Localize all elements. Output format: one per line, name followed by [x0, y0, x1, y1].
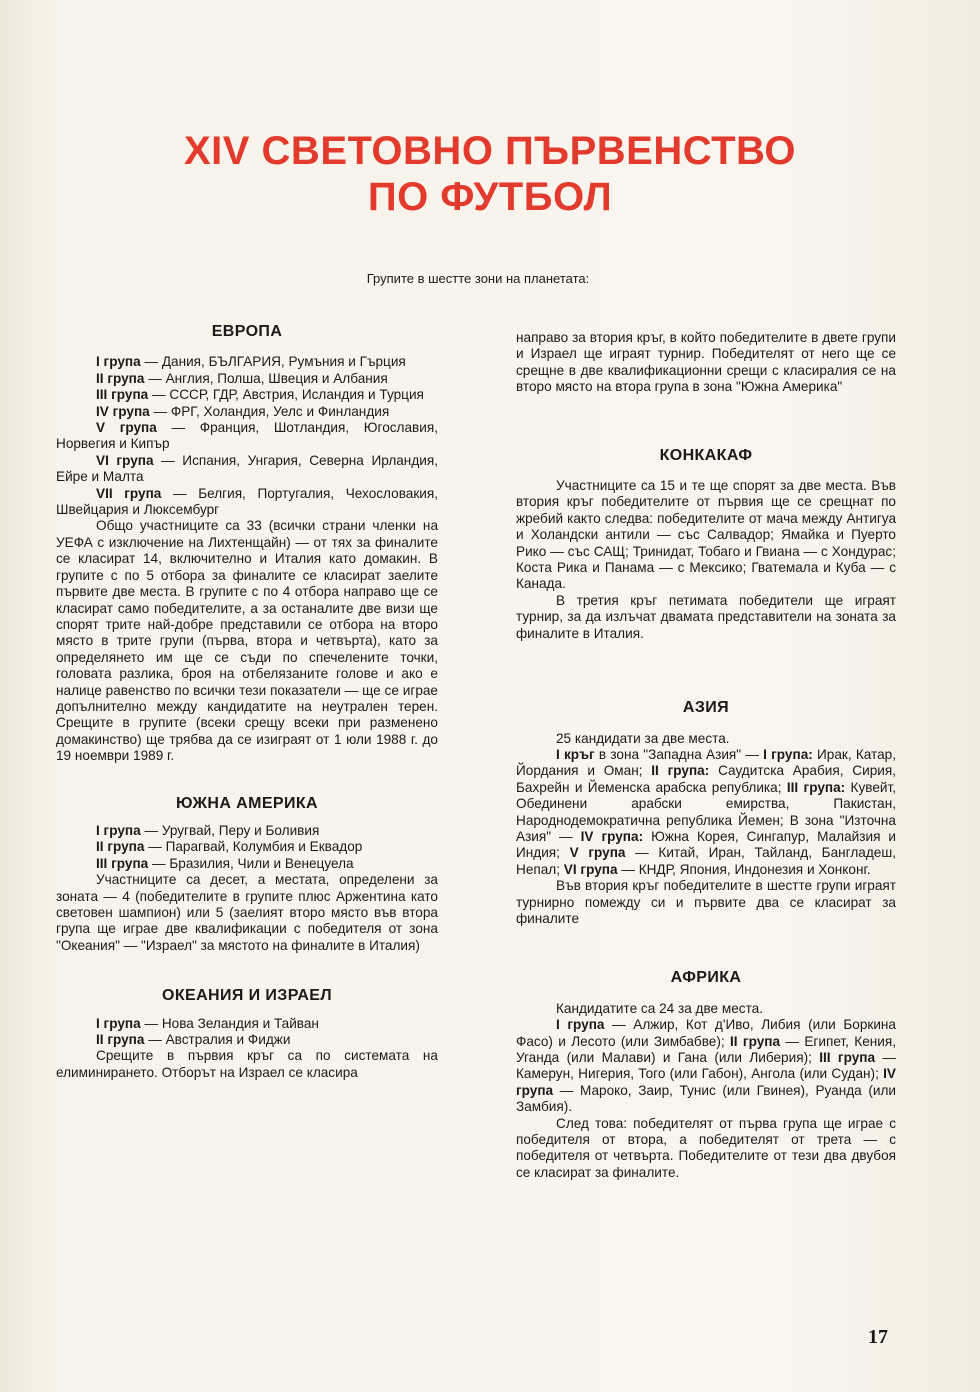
- article-subtitle: Групите в шестте зони на планетата:: [366, 271, 590, 286]
- africa-groups: I група — Алжир, Кот д'Иво, Либия (или Боркина Фасо) и Лесото (или Зимбабве); II група — Египет, Кения, Уганда (или Малави) и Гана (или Либерия); III група — Камерун, Нигерия, Того (или Габон), Ангола (или Судан); IV група — Мароко, Заир, Тунис (или Гвинея), Руанда (или Замбия).: [516, 1017, 896, 1115]
- left-column: [56, 316, 438, 1081]
- asia-body: Във втория кръг победителите в шестте групи играят турнирно помежду си и първите два се класират за финалите: [516, 878, 896, 926]
- oceania-body-continued: направо за втория кръг, в който победителите в двете групи и Израел ще играят турнир. Победителят от него ще се срещне в две квалификационни срещи с класиралия се на второ място на втора група в зона "Южна Америка": [516, 330, 896, 395]
- europe-group-6: VI група — Испания, Унгария, Северна Ирландия, Ейре и Малта: [56, 452, 438, 485]
- oceania-group-2: II група — Австралия и Фиджи: [96, 1032, 291, 1048]
- south-america-group-3: III група — Бразилия, Чили и Венецуела: [96, 855, 354, 871]
- africa-intro: Кандидатите са 24 за две места.: [556, 1000, 763, 1016]
- concacaf-body-2: В третия кръг петимата победители ще играят турнир, за да излъчат двамата представители на зоната за финалите в Италия.: [516, 592, 896, 641]
- europe-group-2: II група — Англия, Полша, Швеция и Албания: [96, 370, 388, 386]
- oceania-body: Срещите в първия кръг са по системата на елиминирането. Отборът на Израел се класира: [56, 1048, 438, 1080]
- page-number: 17: [868, 1326, 888, 1348]
- right-column: [516, 330, 896, 1181]
- title-line-2: ПО ФУТБОЛ: [367, 175, 613, 219]
- asia-intro: 25 кандидати за две места.: [556, 730, 730, 746]
- section-heading-asia: АЗИЯ: [682, 699, 730, 717]
- south-america-group-2: II група — Парагвай, Колумбия и Еквадор: [96, 839, 363, 855]
- europe-group-5: V група — Франция, Шотландия, Югославия, Норвегия и Кипър: [56, 420, 439, 452]
- south-america-body: Участниците са десет, а местата, определени за зоната — 4 (победителите в групите плюс Аржентина като световен шампион) или 5 (заелият второ място във втора група ще играе две квалификации с победителя от зона "Океания" — "Израел" за мястото на финалите в Италия): [56, 872, 438, 953]
- section-heading-oceania-israel: ОКЕАНИЯ И ИЗРАЕЛ: [161, 987, 333, 1005]
- europe-group-7: VII група — Белгия, Португалия, Чехословакия, Швейцария и Люксембург: [56, 485, 438, 518]
- oceania-group-1: I група — Нова Зеландия и Тайван: [96, 1015, 319, 1031]
- europe-group-4: IV група — ФРГ, Холандия, Уелс и Финландия: [96, 403, 390, 419]
- section-heading-africa: АФРИКА: [670, 969, 742, 987]
- europe-groups: [56, 354, 438, 518]
- section-heading-europe: ЕВРОПА: [211, 323, 283, 340]
- title-line-1: XIV СВЕТОВНО ПЪРВЕНСТВО: [183, 129, 797, 173]
- africa-body: След това: победителят от първа група ще играе с победителя от втора, а победителят от трета — с победителя от четвърта. Победителите от тези два двубоя се класират за финалите.: [516, 1115, 896, 1180]
- europe-group-1: I група — Дания, БЪЛГАРИЯ, Румъния и Гърция: [96, 354, 406, 370]
- asia-groups: I кръг в зона "Западна Азия" — I група: Ирак, Катар, Йордания и Оман; II група: Саудитска Арабия, Сирия, Бахрейн и Йеменска арабска република; III група: Кувейт, Обединени арабски емирства, Пакистан, Народнодемократична република Йемен; В зона "Източна Азия" — IV група: Южна Корея, Сингапур, Малайзия и Индия; V група — Китай, Иран, Тайланд, Бангладеш, Непал; VI група — КНДР, Япония, Индонезия и Хонконг.: [516, 746, 897, 877]
- section-heading-concacaf: КОНКАКАФ: [659, 446, 753, 464]
- article-title: [0, 128, 980, 220]
- europe-body: Общо участниците са 33 (всички страни членки на УЕФА с изключение на Лихтенщайн) — от тях за финалите се класират 14, включително и Италия като домакин. В групите с по 5 отбора за финалите се класират заелите първите две места. В групите с по 4 отбора направо ще се класират само победителите, а за останалите две визи ще спорят трите най-добре представили се отбора на второ място в трите групи (първа, втора и четвърта), като за определянето им ще се съди по спечелените точки, головата разлика, броя на отбелязаните голове и ако е налице равенство по всички тези показатели — ще се играе допълнително между кандидатите на неутрален терен. Срещите в групите (всеки срещу всеки при разменено домакинство) ще трябва да се изиграят от 1 юли 1988 г. до 19 ноември 1989 г.: [56, 518, 438, 764]
- south-america-group-1: I група — Уругвай, Перу и Боливия: [96, 822, 320, 838]
- europe-group-3: III група — СССР, ГДР, Австрия, Исландия и Турция: [96, 387, 424, 403]
- section-heading-south-america: ЮЖНА АМЕРИКА: [176, 794, 318, 812]
- concacaf-body-1: Участниците са 15 и те ще спорят за две места. Във втория кръг победителите от първия ще се срещнат по жребий както следва: победителите от мача между Антигуа и Холандски антили — със Салвадор; Ямайка и Пуерто Рико — със САЩ; Тринидат, Тобаго и Гвиана — с Хондурас; Коста Рика и Панама — с Мексико; Гватемала и Куба — с Канада.: [516, 478, 896, 592]
